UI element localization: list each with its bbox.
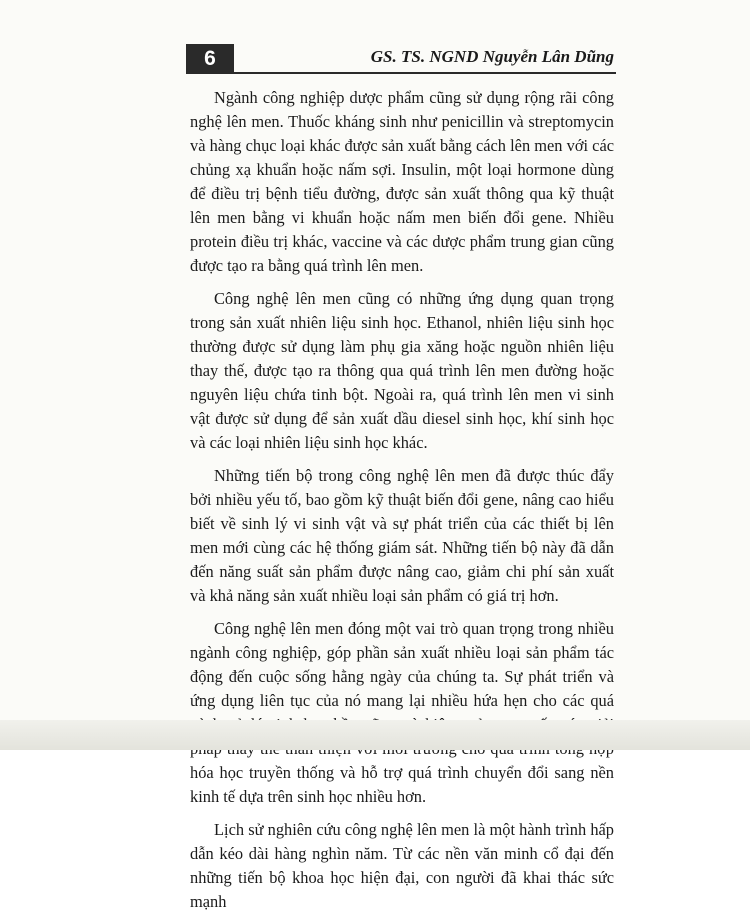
running-head: GS. TS. NGND Nguyễn Lân Dũng <box>370 47 614 66</box>
paragraph: Những tiến bộ trong công nghệ lên men đã được thúc đẩy bởi nhiều yếu tố, bao gồm kỹ thuật biến đổi gene, nâng cao hiểu biết về sinh lý vi sinh vật và sự phát triển của các thiết bị lên men mới cùng các hệ thống giám sát. Những tiến bộ này đã dẫn đến năng suất sản phẩm được nâng cao, giảm chi phí sản xuất và khả năng sản xuất nhiều loại sản phẩm có giá trị hơn. <box>190 466 614 605</box>
page-header <box>186 44 616 74</box>
paragraph: Lịch sử nghiên cứu công nghệ lên men là một hành trình hấp dẫn kéo dài hàng nghìn năm. Từ các nền văn minh cổ đại đến những tiến bộ khoa học hiện đại, con người đã khai thác sức mạnh <box>190 820 614 911</box>
paragraph: Ngành công nghiệp dược phẩm cũng sử dụng rộng rãi công nghệ lên men. Thuốc kháng sinh như penicillin và streptomycin và hàng chục loại khác được sản xuất bằng cách lên men với các chủng xạ khuẩn hoặc nấm sợi. Insulin, một loại hormone dùng để điều trị bệnh tiểu đường, được sản xuất thông qua kỹ thuật lên men bằng vi khuẩn hoặc nấm men biến đổi gene. Nhiều protein điều trị khác, vaccine và các dược phẩm trung gian cũng được tạo ra bằng quá trình lên men. <box>190 88 614 275</box>
page-bottom-edge <box>0 720 750 750</box>
page-number: 6 <box>186 44 234 74</box>
body-text <box>190 86 614 923</box>
paragraph: Công nghệ lên men đóng một vai trò quan trọng trong nhiều ngành công nghiệp, góp phần sản xuất nhiều loại sản phẩm tác động đến cuộc sống hằng ngày của chúng ta. Sự phát triển và ứng dụng liên tục của nó mang lại nhiều hứa hẹn cho các quá hóa học truyền thống và hỗ trợ quá trình chuyển đổi sang nền kinh tế dựa trên sinh học nhiều hơn. <box>190 619 614 806</box>
paragraph: Công nghệ lên men cũng có những ứng dụng quan trọng trong sản xuất nhiên liệu sinh học. Ethanol, nhiên liệu sinh học thường được sử dụng làm phụ gia xăng hoặc nguồn nhiên liệu thay thế, được tạo ra thông qua quá trình lên men đường hoặc nguyên liệu chứa tinh bột. Ngoài ra, quá trình lên men vi sinh vật được sử dụng để sản xuất dầu diesel sinh học, khí sinh học và các loại nhiên liệu sinh học khác. <box>190 289 614 452</box>
header-rule <box>234 72 616 74</box>
